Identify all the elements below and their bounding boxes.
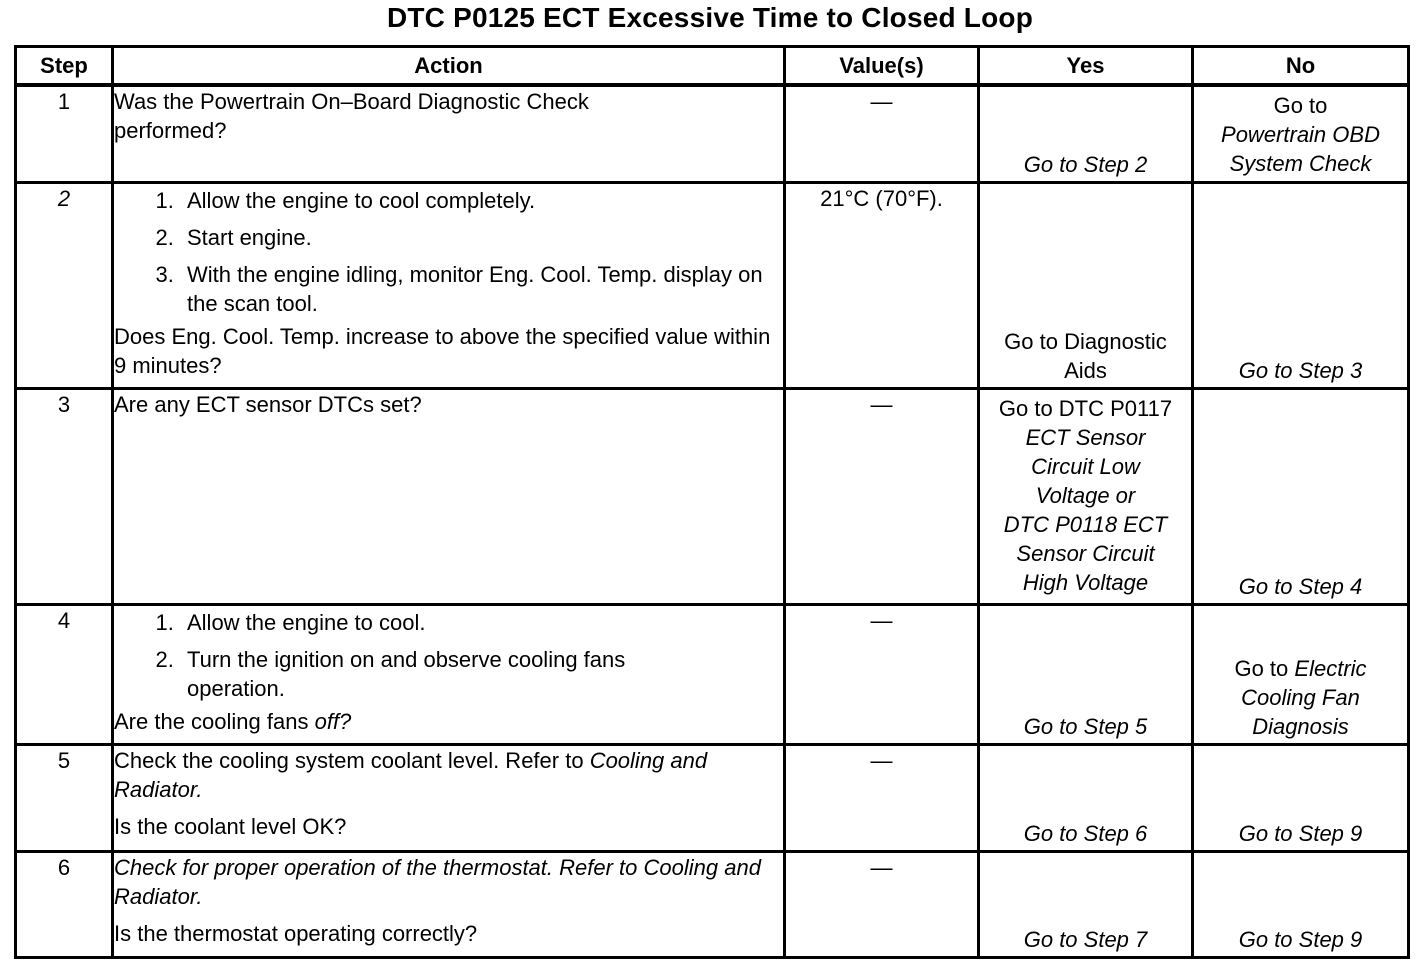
yes-link[interactable]: Go to Step 2 — [1023, 151, 1148, 177]
yes-text-line: Go to DTC P0117 — [998, 395, 1173, 421]
action-text — [114, 746, 783, 804]
header-action: Action — [113, 47, 785, 86]
yes-text-line: High Voltage — [1022, 569, 1149, 595]
step-number: 1 — [16, 85, 113, 182]
action-question — [114, 707, 783, 736]
no-link[interactable]: Go to Step 9 — [1238, 926, 1363, 952]
yes-cell — [979, 604, 1193, 744]
no-text-line: Go to — [1273, 93, 1328, 118]
action-question: Does Eng. Cool. Temp. increase to above the specified value within 9 minutes? — [114, 323, 771, 378]
yes-text-line: Aids — [1064, 357, 1107, 383]
header-yes: Yes — [979, 47, 1193, 86]
action-cell — [113, 182, 785, 388]
action-cell — [113, 604, 785, 744]
no-text-line: System Check — [1229, 151, 1372, 176]
yes-text-line: Sensor Circuit — [1016, 540, 1155, 566]
action-step: 3. With the engine idling, monitor Eng. Cool. Temp. display on the scan tool. — [180, 260, 783, 318]
no-text-ref: Electric — [1294, 655, 1367, 681]
no-text-line — [1198, 654, 1403, 683]
value-cell: — — [785, 604, 979, 744]
action-step: 1. Allow the engine to cool. — [180, 608, 693, 637]
yes-cell — [979, 388, 1193, 604]
table-row — [16, 85, 1409, 182]
yes-text-line: ECT Sensor — [1025, 424, 1146, 450]
no-text-line: Cooling Fan — [1241, 684, 1360, 710]
yes-cell — [979, 182, 1193, 388]
no-cell — [1193, 744, 1409, 851]
yes-text-line: Circuit Low — [1031, 453, 1140, 479]
header-values: Value(s) — [785, 47, 979, 86]
yes-text-line: Voltage or — [1035, 482, 1136, 508]
action-cell: Are any ECT sensor DTCs set? — [113, 388, 785, 604]
yes-link[interactable]: Go to Step 5 — [1023, 713, 1148, 739]
table-row — [16, 604, 1409, 744]
action-cell: Was the Powertrain On–Board Diagnostic Check performed? — [113, 85, 785, 182]
action-text-main: Check the cooling system coolant level. Refer to — [114, 747, 584, 773]
action-cell — [113, 744, 785, 851]
no-text-line: Powertrain OBD — [1221, 122, 1380, 147]
no-text-line: Diagnosis — [1252, 713, 1349, 739]
no-cell — [1193, 85, 1409, 182]
no-link[interactable] — [1194, 654, 1407, 741]
action-text — [114, 853, 783, 911]
step-number: 6 — [16, 851, 113, 957]
yes-link[interactable]: Go to Step 7 — [1023, 926, 1148, 952]
table-row — [16, 851, 1409, 957]
table-row — [16, 182, 1409, 388]
action-reference[interactable]: Cooling and Radiator. — [114, 747, 708, 802]
value-cell: — — [785, 744, 979, 851]
no-link[interactable]: Go to Step 9 — [1238, 820, 1363, 846]
no-cell — [1193, 182, 1409, 388]
yes-text-line: Go to Diagnostic — [1004, 328, 1167, 354]
yes-cell — [979, 851, 1193, 957]
no-link[interactable]: Go to Step 4 — [1238, 573, 1363, 599]
no-text-prefix: Go to — [1234, 655, 1289, 681]
no-link[interactable]: Go to Step 3 — [1238, 357, 1363, 383]
question-text: Are the cooling fans — [114, 708, 309, 734]
action-steps-list — [114, 186, 783, 318]
table-header-row — [16, 47, 1409, 86]
table-row — [16, 388, 1409, 604]
header-no: No — [1193, 47, 1409, 86]
yes-text-line: DTC P0118 ECT — [1003, 511, 1168, 537]
diagnostic-table — [14, 45, 1410, 959]
yes-cell — [979, 744, 1193, 851]
no-link[interactable] — [1194, 91, 1407, 178]
action-step: 2. Start engine. — [180, 223, 783, 252]
yes-link[interactable] — [980, 327, 1191, 385]
header-step: Step — [16, 47, 113, 86]
step-number: 3 — [16, 388, 113, 604]
value-cell: — — [785, 85, 979, 182]
action-step: 2. Turn the ignition on and observe cooling fans operation. — [180, 645, 693, 703]
value-cell: — — [785, 851, 979, 957]
document-title: DTC P0125 ECT Excessive Time to Closed Loop — [386, 2, 1034, 33]
value-cell: 21°C (70°F). — [785, 182, 979, 388]
action-steps-list — [114, 608, 783, 703]
action-text-main: Check for proper operation of the thermostat. Refer to — [114, 854, 638, 880]
action-reference[interactable]: Cooling and Radiator. — [114, 854, 761, 909]
action-step: 1. Allow the engine to cool completely. — [180, 186, 783, 215]
yes-cell — [979, 85, 1193, 182]
no-cell — [1193, 604, 1409, 744]
yes-link[interactable]: Go to Step 6 — [1023, 820, 1148, 846]
value-cell: — — [785, 388, 979, 604]
action-cell — [113, 851, 785, 957]
action-question: Is the thermostat operating correctly? — [114, 920, 478, 946]
table-row — [16, 744, 1409, 851]
yes-link[interactable] — [980, 394, 1191, 597]
step-number: 4 — [16, 604, 113, 744]
question-emphasis: off? — [314, 708, 352, 734]
step-number: 5 — [16, 744, 113, 851]
action-question: Is the coolant level OK? — [114, 813, 347, 839]
no-cell — [1193, 388, 1409, 604]
no-cell — [1193, 851, 1409, 957]
step-number: 2 — [16, 182, 113, 388]
